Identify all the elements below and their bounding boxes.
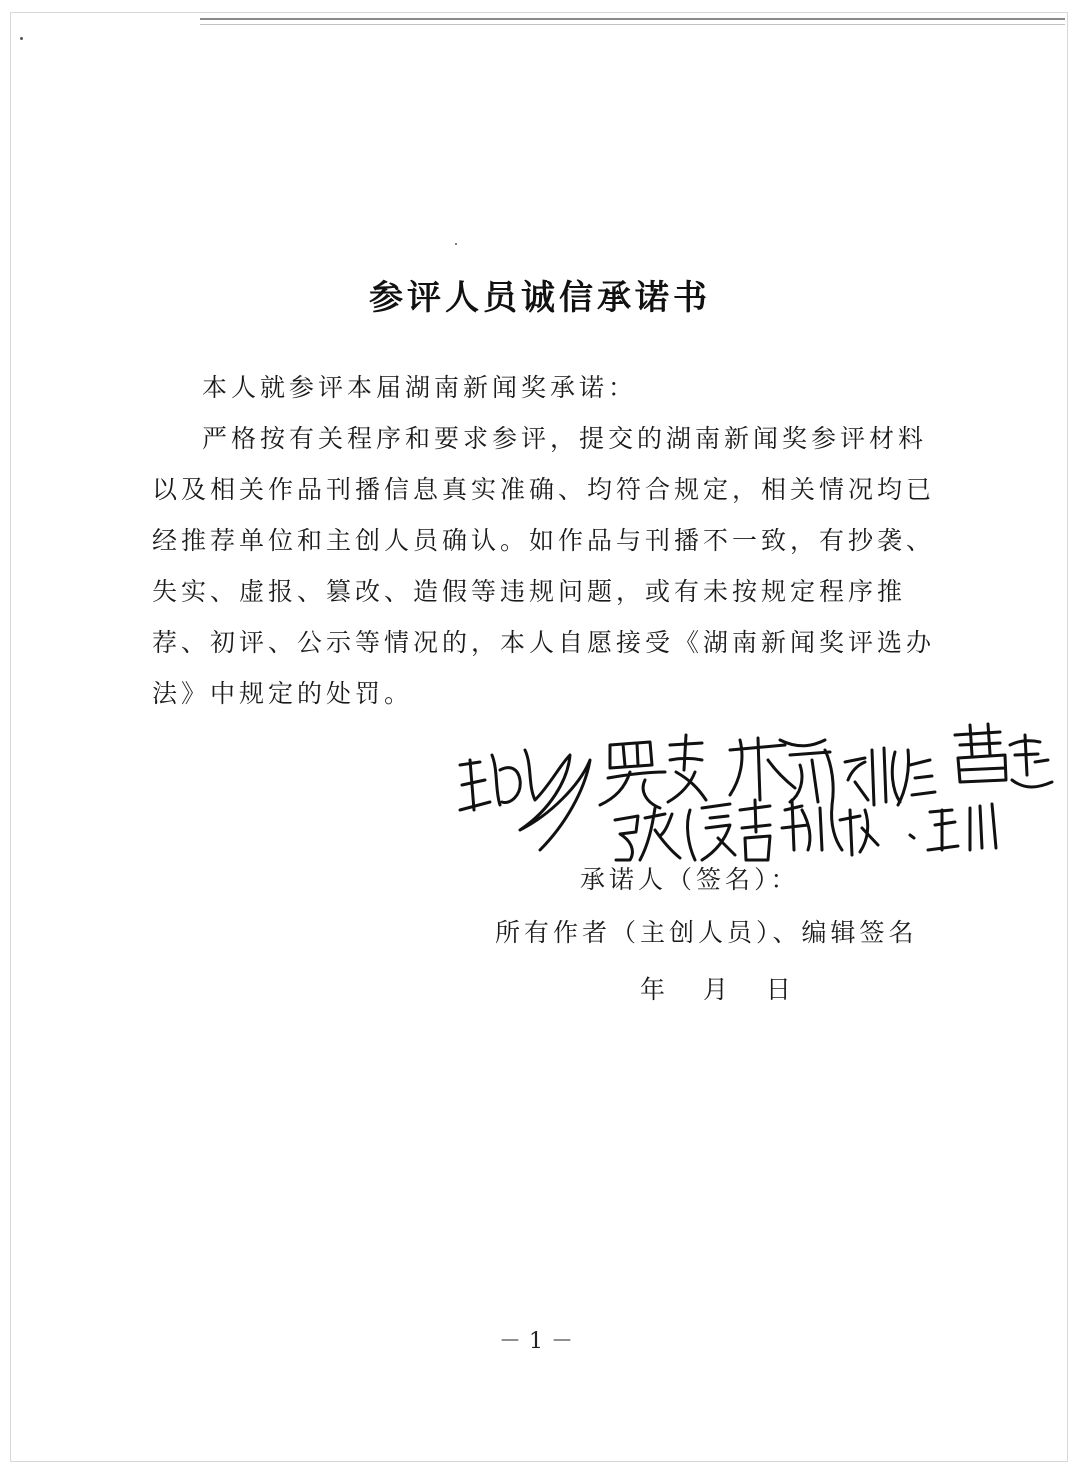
signature-5 (955, 724, 1052, 787)
pledge-paragraph: 严格按有关程序和要求参评，提交的湖南新闻奖参评材料以及相关作品刊播信息真实准确、均符合规定，相关情况均已经推荐单位和主创人员确认。如作品与刊播不一致，有抄袭、失实、虚报、篡改、造假等违规问题，或有未按规定程序推荐、初评、公示等情况的，本人自愿接受《湖南新闻奖评选办法》中规定的处罚。 (152, 424, 936, 708)
scan-speck (455, 243, 457, 245)
signature-8 (928, 804, 996, 850)
signature-note: 所有作者（主创人员）、编辑签名 (495, 918, 918, 947)
page-number: －1－ (499, 1329, 581, 1354)
signature-4 (845, 748, 935, 805)
intro-paragraph: 本人就参评本届湖南新闻奖承诺： (202, 373, 638, 402)
signature-6 (615, 800, 770, 860)
top-rule-secondary (200, 24, 1065, 25)
top-rule (200, 18, 1065, 20)
scan-speck (20, 37, 23, 40)
signature-7 (782, 800, 914, 855)
signature-1 (460, 750, 590, 850)
signature-2 (600, 735, 706, 808)
date-line: 年 月 日 (640, 975, 795, 1004)
handwritten-signatures (440, 710, 1060, 880)
document-title: 参评人员诚信承诺书 (369, 278, 711, 318)
signature-3 (730, 738, 833, 805)
signature-label: 承诺人（签名）： (580, 865, 800, 894)
document-body (152, 362, 942, 719)
signatures-drawing (440, 710, 1060, 880)
